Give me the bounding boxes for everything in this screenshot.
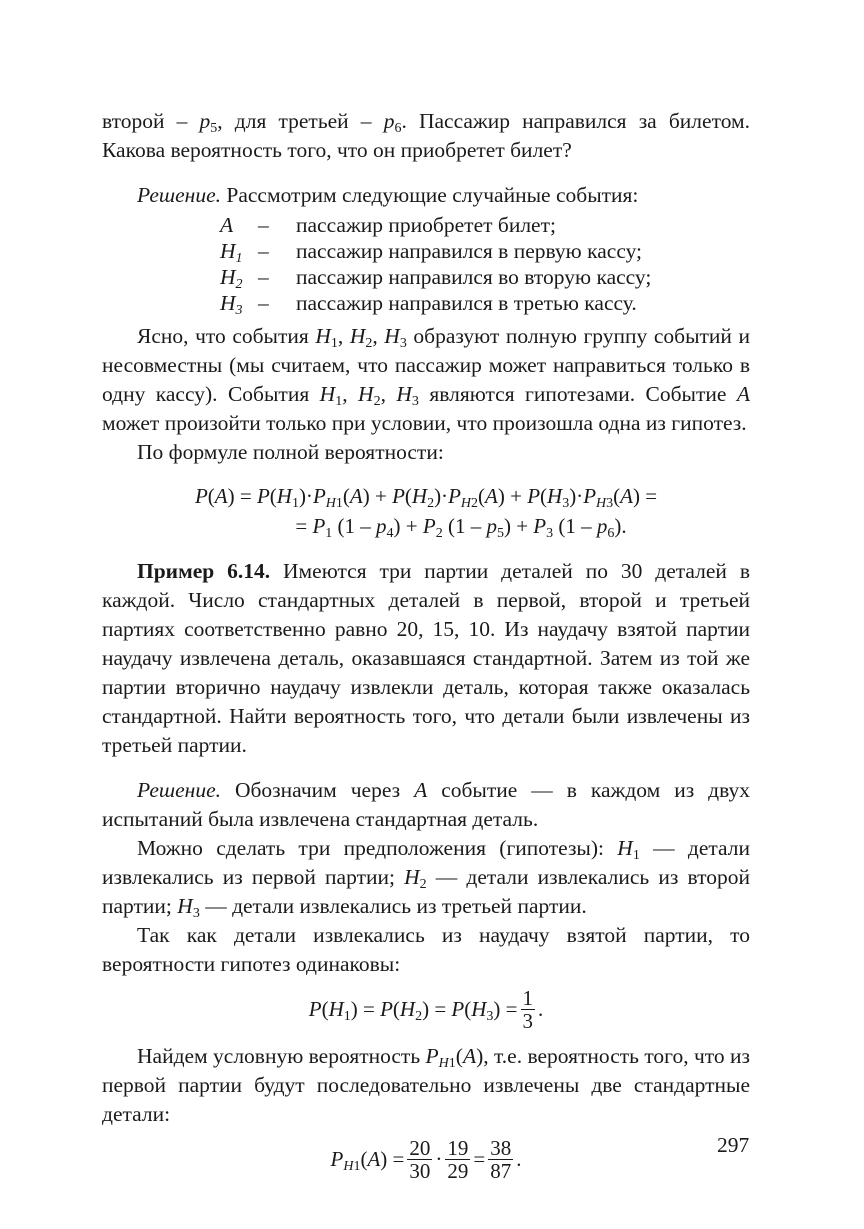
page-number: 297 [717,1133,750,1157]
paragraph-solution-intro: Решение. Рассмотрим следующие случайные события: [137,183,639,207]
event-row: A – пассажир приобретет билет; [220,213,556,237]
event-row: $H_1$ – пассажир направился в первую кассу; [220,239,643,266]
paragraph-total-probability: По формуле полной вероятности: [137,440,444,464]
paragraph-assumptions: Можно сделать три предположения (гипотезы): $H_1$ — детали извлекались из первой партии; $H_2$ — детали извлекались из второй партии; $H_3$ — детали извлекались из третьей партии. [102,836,751,921]
paragraph-conditional: Найдем условную вероятность $P_{H1}(A)$, т.е. вероятность того, что из первой партии будут последовательно извлечены две стандартные детали: [102,1044,751,1126]
event-row: $H_2$ – пассажир направился во вторую кассу; [220,265,652,292]
paragraph-hypotheses: Ясно, что события $H_1$, $H_2$, $H_3$ образуют полную группу событий и несовместны (мы считаем, что пассажир может направиться только в одну кассу). События $H_1$, $H_2$, $H_3$ являются гипотезами. Событие A может произойти только при условии, что произошла одна из гипотез. [102,324,751,435]
formula-total-probability-line1: $P(A) = P(H_1)\cdot P_{H1}(A) + P(H_2)\cdot P_{H2}(A) + P(H_3)\cdot P_{H3}(A)$ = [194,484,658,511]
example-label: Пример 6.14. [137,559,271,583]
page-body [102,107,750,1182]
formula-equal-hypotheses: $P(H_1) = P(H_2) = P(H_3)$ = $\frac{1}{3}$ . [308,986,544,1033]
formula-conditional-probability: $P_{H1}(A)$ = $\frac{20}{30}$ · $\frac{19}{29}$ = $\frac{38}{87}$ . [330,1136,522,1183]
paragraph-equal-probabilities: Так как детали извлекались из наудачу взятой партии, то вероятности гипотез одинаковы: [102,923,750,976]
solution-label: Решение. [137,778,222,802]
events-list [220,212,750,316]
solution-label: Решение. [137,183,222,207]
paragraph-solution-2: Решение. Обозначим через A событие — в каждом из двух испытаний была извлечена стандартная деталь. [102,778,750,831]
paragraph-example-6-14: Пример 6.14. Имеются три партии деталей по 30 деталей в каждой. Число стандартных деталей в первой, второй и третьей партиях соответственно равно 20, 15, 10. Из наудачу взятой партии наудачу извлечена деталь, оказавшаяся стандартной. Затем из той же партии вторично наудачу извлекли деталь, которая также оказалась стандартной. Найти вероятность того, что детали были извлечены из третьей партии. [102,559,750,757]
paragraph-continuation: второй – $p_5$, для третьей – $p_6$. Пассажир направился за билетом. Какова вероятность того, что он приобретет билет? [102,109,751,162]
formula-total-probability-line2: = $P_1$ $(1 - p_4) + P_2$ $(1 - p_5) + P_3$ $(1 - p_6)$. [295,514,627,541]
event-row: $H_3$ – пассажир направился в третью кассу. [220,291,637,318]
